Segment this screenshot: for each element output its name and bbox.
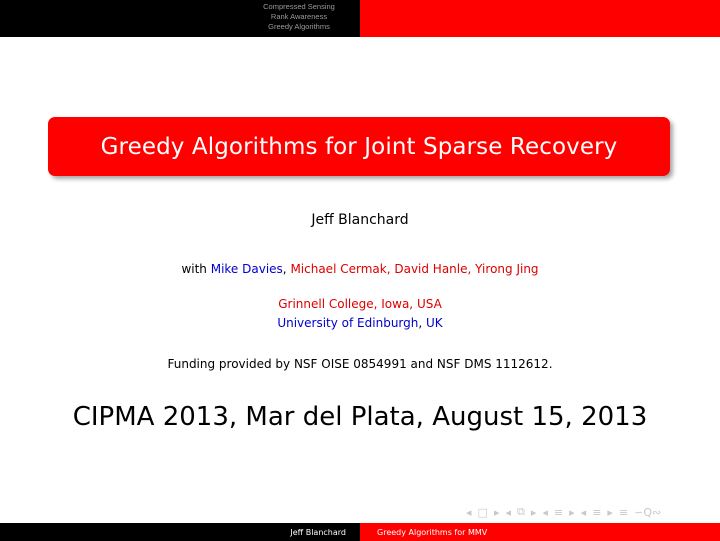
nav-search-icon[interactable]: ∽Q∾: [634, 505, 662, 519]
nav-section-icon: ≡: [553, 505, 564, 519]
collaborator-yirong-jing: Yirong Jing: [475, 262, 539, 276]
affiliation-grinnell: Grinnell College, Iowa, USA: [278, 297, 442, 311]
nav-part-icon: ≡: [592, 505, 602, 519]
nav-prev-section-icon[interactable]: ◂: [542, 505, 548, 519]
funding-statement: Funding provided by NSF OISE 0854991 and NSF DMS 1112612.: [167, 357, 553, 371]
nav-next-section-icon[interactable]: ▸: [569, 505, 575, 519]
nav-subsection-icon: ⧉: [517, 505, 525, 518]
collaborators-line: with Mike Davies, Michael Cermak, David Hanle, Yirong Jing: [181, 262, 539, 276]
header-section-compressed-sensing[interactable]: Compressed Sensing: [263, 2, 335, 11]
conference-line: CIPMA 2013, Mar del Plata, August 15, 2013: [72, 402, 648, 432]
nav-next-subsection-icon[interactable]: ▸: [530, 505, 537, 519]
header-bar: [0, 0, 720, 37]
footer-bar: [0, 523, 720, 541]
title-box: [48, 117, 670, 176]
collaborator-michael-cermak: Michael Cermak: [290, 262, 387, 276]
affiliation-edinburgh-line: University of Edinburgh, UK: [277, 316, 443, 330]
author-name: Jeff Blanchard: [311, 212, 409, 228]
footer-short-title: Greedy Algorithms for MMV: [360, 523, 720, 541]
nav-frame-icon: □: [477, 505, 488, 519]
collaborator-mike-davies: Mike Davies: [210, 262, 283, 276]
header-section-greedy-algorithms[interactable]: Greedy Algorithms: [268, 22, 330, 31]
nav-next-part-icon[interactable]: ▸: [607, 505, 613, 519]
nav-prev-part-icon[interactable]: ◂: [580, 505, 587, 519]
affiliation-uk: UK: [426, 316, 443, 330]
header-section-rank-awareness[interactable]: Rank Awareness: [270, 12, 328, 21]
footer-author: Jeff Blanchard: [0, 523, 360, 541]
collaborators-prefix: with: [181, 262, 211, 276]
nav-next-frame-icon[interactable]: ▸: [493, 505, 500, 519]
affiliation-edinburgh: University of Edinburgh: [277, 316, 419, 330]
nav-prev-subsection-icon[interactable]: ◂: [505, 505, 511, 519]
collaborator-david-hanle: David Hanle: [394, 262, 468, 276]
header-right-panel: [360, 0, 720, 37]
beamer-navigation: [466, 504, 661, 520]
nav-align-icon[interactable]: ≡: [618, 505, 629, 519]
nav-prev-frame-icon[interactable]: ◂: [466, 505, 472, 519]
slide-title: Greedy Algorithms for Joint Sparse Recovery: [100, 133, 618, 160]
header-section-nav: [0, 0, 360, 37]
